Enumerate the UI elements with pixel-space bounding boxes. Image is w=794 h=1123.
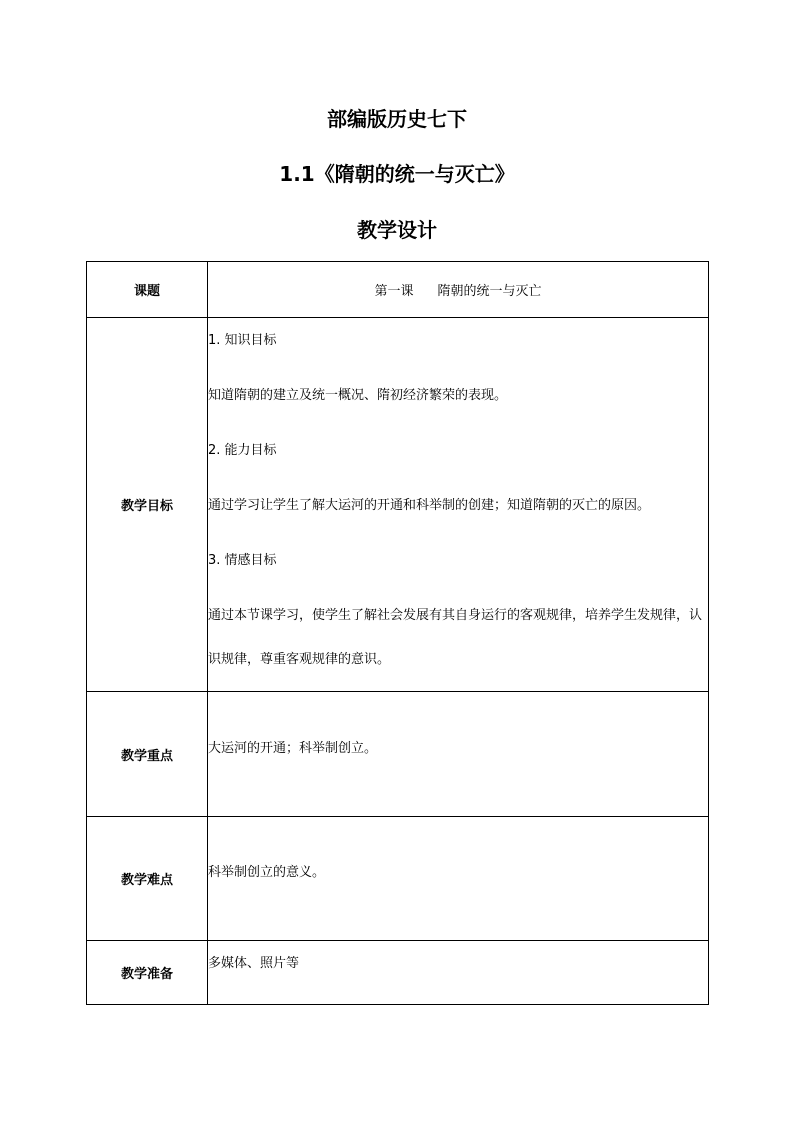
- objective-text-knowledge: 知道隋朝的建立及统一概况、隋初经济繁荣的表现。: [208, 388, 508, 403]
- doc-title-line3: 教学设计: [357, 218, 437, 242]
- difficulties-text: 科举制创立的意义。: [208, 865, 326, 880]
- doc-title-line2: 1.1《隋朝的统一与灭亡》: [279, 162, 515, 186]
- objective-heading-emotion: 3. 情感目标: [208, 553, 277, 568]
- label-objectives: 教学目标: [87, 318, 208, 692]
- preparation-text: 多媒体、照片等: [208, 956, 300, 971]
- cell-difficulties: [208, 817, 709, 941]
- lesson-plan-table: [86, 261, 709, 1005]
- row-difficulties: [87, 817, 709, 941]
- topic-name: 隋朝的统一与灭亡: [437, 284, 542, 299]
- row-key-points: [87, 692, 709, 817]
- label-topic: 课题: [87, 262, 208, 318]
- row-objectives: [87, 318, 709, 692]
- objective-text-ability: 通过学习让学生了解大运河的开通和科举制的创建；知道隋朝的灭亡的原因。: [208, 498, 651, 513]
- cell-objectives: [208, 318, 709, 692]
- key-points-text: 大运河的开通；科举制创立。: [208, 741, 378, 756]
- objective-heading-ability: 2. 能力目标: [208, 443, 277, 458]
- label-key-points: 教学重点: [87, 692, 208, 817]
- label-preparation: 教学准备: [87, 941, 208, 1005]
- label-difficulties: 教学难点: [87, 817, 208, 941]
- cell-topic: [208, 262, 709, 318]
- cell-preparation: [208, 941, 709, 1005]
- doc-title-line1: 部编版历史七下: [327, 107, 467, 131]
- cell-key-points: [208, 692, 709, 817]
- row-preparation: [87, 941, 709, 1005]
- objective-text-emotion: 通过本节课学习，使学生了解社会发展有其自身运行的客观规律，培养学生发规律，认识规律，尊重客观规律的意识。: [208, 608, 703, 667]
- topic-lesson: 第一课: [374, 284, 414, 299]
- objective-heading-knowledge: 1. 知识目标: [208, 333, 277, 348]
- row-topic: [87, 262, 709, 318]
